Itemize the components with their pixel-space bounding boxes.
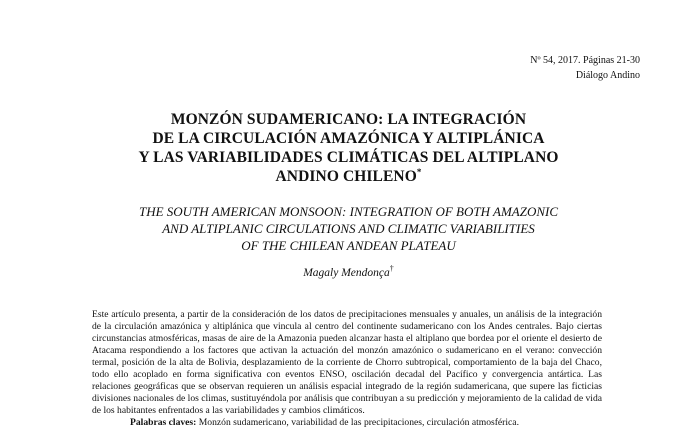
subtitle-line: AND ALTIPLANIC CIRCULATIONS AND CLIMATIC VARIABILITIES <box>162 221 535 236</box>
issue-line: Nº 54, 2017. Páginas 21-30 <box>530 55 640 66</box>
journal-header <box>530 53 640 83</box>
title-line: Y LAS VARIABILIDADES CLIMÁTICAS DEL ALTIPLANO <box>138 149 559 166</box>
title-line: DE LA CIRCULACIÓN AMAZÓNICA Y ALTIPLÁNICA <box>152 130 545 147</box>
author-footnote-mark[interactable]: † <box>389 264 394 273</box>
article-subtitle-english <box>0 203 697 254</box>
subtitle-line: OF THE CHILEAN ANDEAN PLATEAU <box>241 238 456 253</box>
article-title <box>0 110 697 186</box>
title-line-last <box>0 167 697 186</box>
keywords-text: Monzón sudamericano, variabilidad de las precipitaciones, circulación atmosférica. <box>198 417 519 428</box>
keywords-label: Palabras claves: <box>130 417 197 428</box>
author-line <box>0 266 697 280</box>
author-name: Magaly Mendonça <box>303 267 390 279</box>
title-line: MONZÓN SUDAMERICANO: LA INTEGRACIÓN <box>170 111 527 128</box>
subtitle-line: THE SOUTH AMERICAN MONSOON: INTEGRATION OF BOTH AMAZONIC <box>138 204 558 219</box>
abstract-text: Este artículo presenta, a partir de la consideración de los datos de precipitaciones mensuales y anuales, un análisis de la integración de la circulación amazónica y altiplánica que vincula al centro del continente sudamericano con los Andes centrales. Bajo ciertas circunstancias atmosféricas, masas de aire de la Amazonia pueden alcanzar hasta el altiplano que bordea por el oriente el desierto de Atacama respondiendo a los factores que activan la actuación del monzón amazónico o sudamericano en el verano: convección termal, posición de la alta de Bolivia, desplazamiento de la corriente de Chorro subtropical, comportamiento de la baja del Chaco, todo ello acoplado en forma significativa con eventos ENSO, oscilación decadal del Pacífico y convergencia antártica. Las relaciones geográficas que se observan requieren un análisis espacial integrado de la región sudamericana, que supere las ficticias divisiones nacionales de los climas, sustituyéndola por análisis que contribuyan a su predicción y mejoramiento de la calidad de vida de los habitantes enfrentados a las variabilidades y cambios climáticos. <box>92 309 602 416</box>
title-line: ANDINO CHILENO <box>275 168 417 185</box>
keywords-line <box>92 417 602 429</box>
journal-name: Diálogo Andino <box>575 70 640 81</box>
title-footnote-mark[interactable]: * <box>416 167 422 177</box>
abstract <box>92 309 602 429</box>
